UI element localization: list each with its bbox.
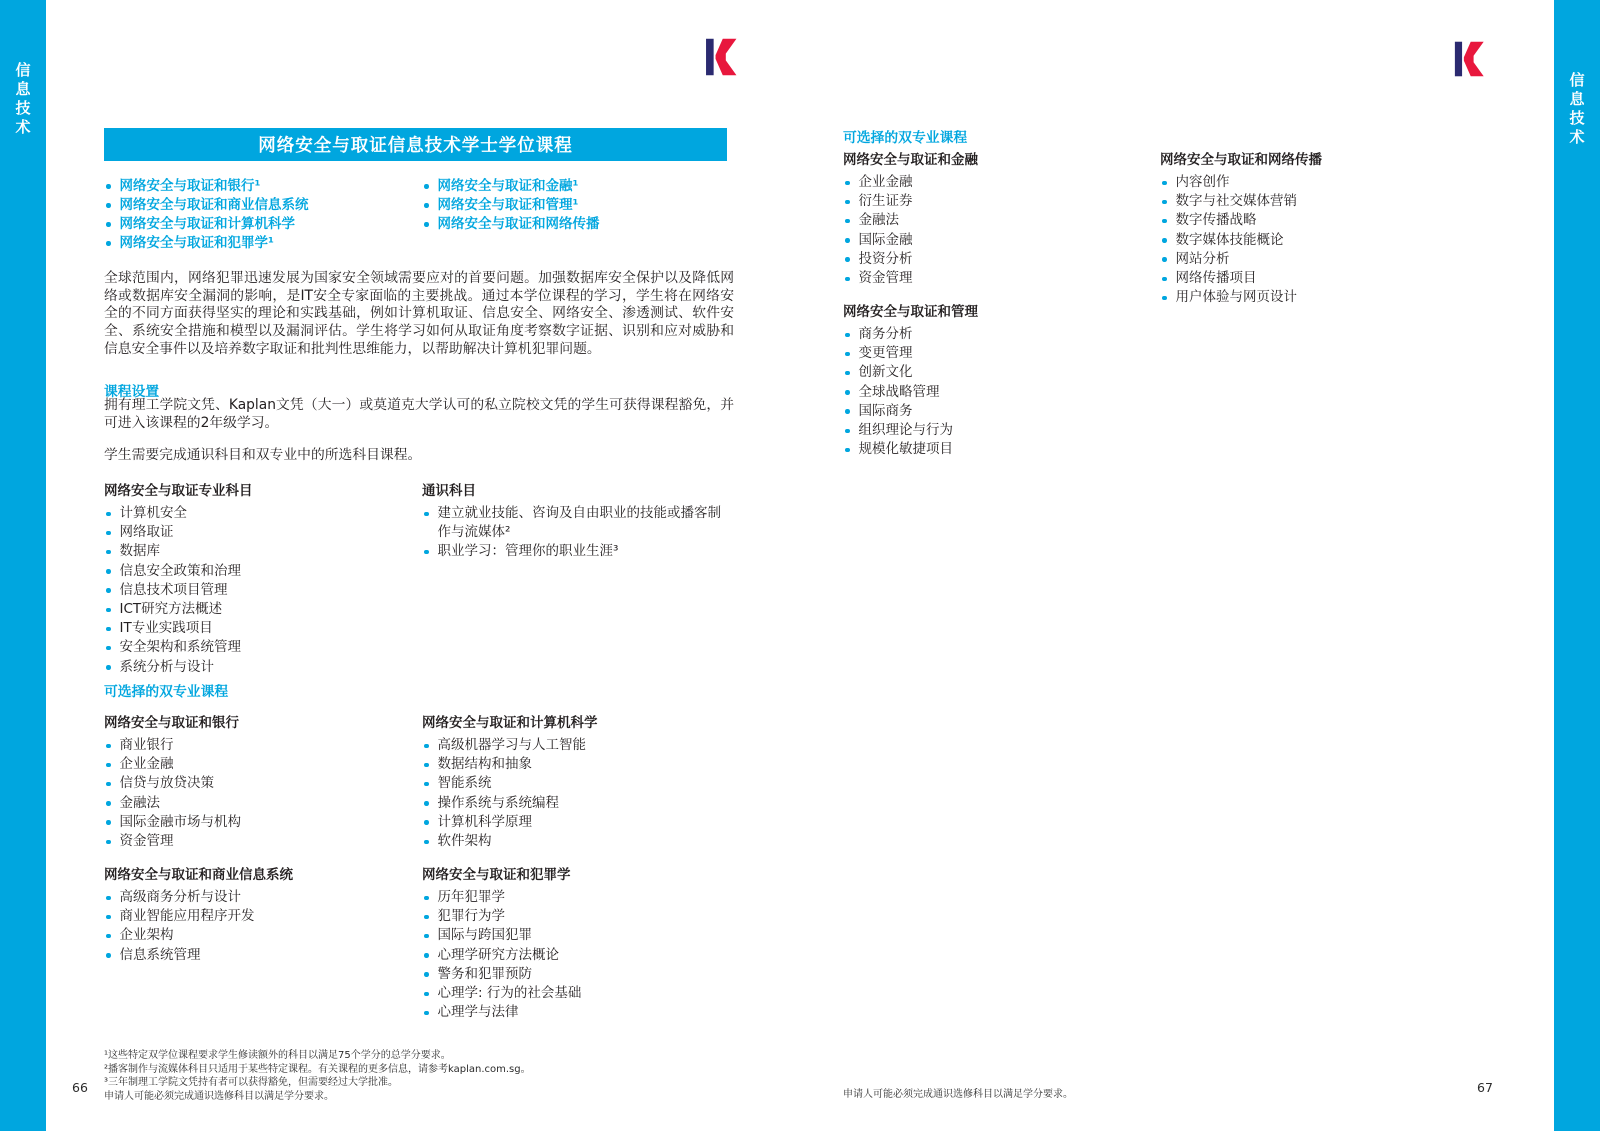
list-item-label: 操作系统与系统编程 xyxy=(437,794,559,811)
list-item-label: 系统分析与设计 xyxy=(119,658,214,675)
list-item xyxy=(422,215,727,234)
section-heading: 网络安全与取证和网络传播 xyxy=(1160,152,1322,168)
list-item-label: 心理学与法律 xyxy=(437,1004,519,1021)
webcomm-section xyxy=(1160,148,1490,307)
list-item-label: 网络安全与取证和商业信息系统 xyxy=(119,197,309,213)
list-item xyxy=(1160,250,1490,269)
list-item-label: 数据结构和抽象 xyxy=(437,756,532,773)
list-item xyxy=(104,832,422,851)
page-title-banner: 网络安全与取证信息技术学士学位课程 xyxy=(104,128,727,161)
list-item-label: 信息技术项目管理 xyxy=(119,581,228,598)
bullet-icon xyxy=(106,763,111,768)
list-item xyxy=(104,504,422,523)
list-item-label: 商业智能应用程序开发 xyxy=(119,908,255,925)
list-item xyxy=(104,774,422,793)
list-item xyxy=(422,813,734,832)
list-item xyxy=(104,658,422,677)
list-item-label: 衍生证券 xyxy=(858,193,913,210)
bullet-icon xyxy=(424,744,429,749)
bullet-icon xyxy=(106,241,111,246)
list-item xyxy=(104,888,422,907)
list-item-label: 企业金融 xyxy=(119,756,174,773)
list-item xyxy=(422,504,734,542)
list-item xyxy=(843,344,1160,363)
list-item xyxy=(422,907,734,926)
footnotes-block xyxy=(104,1049,744,1103)
finance-section xyxy=(843,148,1160,307)
list-item-label: 金融法 xyxy=(858,212,899,229)
list-item xyxy=(422,177,727,196)
bullet-icon xyxy=(1162,238,1167,243)
footnote-line: ²播客制作与流媒体科目只适用于某些特定课程。有关课程的更多信息，请参考kaplan.com.sg。 xyxy=(104,1063,531,1075)
section-heading: 网络安全与取证和管理 xyxy=(843,304,978,320)
bullet-icon xyxy=(845,238,850,243)
list-item xyxy=(104,946,422,965)
list-item-label: 职业学习：管理你的职业生涯³ xyxy=(437,543,619,560)
list-item xyxy=(104,736,422,755)
core-subjects-list xyxy=(104,504,422,677)
list-item-label: 网络安全与取证和网络传播 xyxy=(437,216,600,232)
general-subjects-section xyxy=(422,479,734,677)
list-item xyxy=(104,523,422,542)
list-item xyxy=(104,196,422,215)
list-item xyxy=(843,173,1160,192)
majors-grid-3 xyxy=(843,148,1490,307)
bullet-icon xyxy=(106,531,111,536)
bullet-icon xyxy=(1162,200,1167,205)
course-setup-paragraph: 拥有理工学院文凭、Kaplan文凭（大一）或莫道克大学认可的私立院校文凭的学生可获得课程豁免，并可进入该课程的2年级学习。 xyxy=(104,397,734,431)
list-item xyxy=(843,325,1160,344)
list-item-label: 全球战略管理 xyxy=(858,383,940,400)
list-item-label: 投资分析 xyxy=(858,250,913,267)
list-item-label: IT专业实践项目 xyxy=(119,620,213,637)
right-sidebar-rail xyxy=(1554,0,1600,1131)
list-item-label: 企业金融 xyxy=(858,174,913,190)
list-item-label: 商务分析 xyxy=(858,326,913,342)
bullet-icon xyxy=(1162,219,1167,224)
bullet-icon xyxy=(106,915,111,920)
bullet-icon xyxy=(106,512,111,517)
footnote-line: 申请人可能必须完成通识选修科目以满足学分要求。 xyxy=(104,1090,334,1102)
list-item-label: 网站分析 xyxy=(1175,250,1230,267)
list-item xyxy=(843,250,1160,269)
bullet-icon xyxy=(106,608,111,613)
list-item xyxy=(104,600,422,619)
bullet-icon xyxy=(106,222,111,227)
list-item-label: 内容创作 xyxy=(1175,174,1230,190)
bullet-icon xyxy=(1162,277,1167,282)
list-item-label: 网络安全与取证和金融¹ xyxy=(437,178,579,194)
list-item-label: 犯罪行为学 xyxy=(437,908,505,925)
bullet-icon xyxy=(106,550,111,555)
list-item xyxy=(422,196,727,215)
list-item-label: 信息安全政策和治理 xyxy=(119,562,241,579)
list-item xyxy=(422,1003,734,1022)
section-heading: 网络安全与取证和犯罪学 xyxy=(422,867,571,883)
list-item xyxy=(843,402,1160,421)
section-heading: 网络安全与取证和计算机科学 xyxy=(422,715,598,731)
bullet-icon xyxy=(106,801,111,806)
majors-grid-1 xyxy=(104,711,734,851)
list-item xyxy=(104,794,422,813)
list-item-label: 网络传播项目 xyxy=(1175,270,1257,287)
list-item xyxy=(422,984,734,1003)
list-item-label: 数字媒体技能概论 xyxy=(1175,231,1284,248)
list-item xyxy=(422,946,734,965)
list-item-label: 网络安全与取证和银行¹ xyxy=(119,178,261,194)
bullet-icon xyxy=(106,184,111,189)
optional-majors-heading-left: 可选择的双专业课程 xyxy=(104,684,229,700)
bullet-icon xyxy=(424,550,429,555)
finance-list xyxy=(843,173,1160,288)
list-item xyxy=(104,581,422,600)
bullet-icon xyxy=(106,665,111,670)
left-sidebar-rail xyxy=(0,0,46,1131)
bullet-icon xyxy=(424,840,429,845)
bullet-icon xyxy=(106,646,111,651)
section-heading: 通识科目 xyxy=(422,483,476,499)
list-item xyxy=(104,638,422,657)
bullet-icon xyxy=(106,896,111,901)
core-subjects-section xyxy=(104,479,422,677)
list-item xyxy=(1160,288,1490,307)
list-item-label: 网络安全与取证和管理¹ xyxy=(437,197,579,213)
list-item-label: 商业银行 xyxy=(119,737,174,753)
bullet-icon xyxy=(424,203,429,208)
program-list-col1 xyxy=(104,177,422,253)
list-item xyxy=(422,794,734,813)
list-item xyxy=(1160,211,1490,230)
optional-majors-heading-right: 可选择的双专业课程 xyxy=(843,130,968,146)
list-item xyxy=(843,211,1160,230)
list-item-label: 高级商务分析与设计 xyxy=(119,889,241,905)
list-item xyxy=(1160,192,1490,211)
list-item xyxy=(422,542,734,561)
list-item-label: 软件架构 xyxy=(437,833,492,850)
list-item-label: 心理学: 行为的社会基础 xyxy=(437,985,582,1002)
bullet-icon xyxy=(845,181,850,186)
bullet-icon xyxy=(424,801,429,806)
list-item xyxy=(422,888,734,907)
list-item-label: 历年犯罪学 xyxy=(437,889,505,905)
left-rail-label: 信息技术 xyxy=(13,62,32,138)
bullet-icon xyxy=(845,277,850,282)
list-item-label: ICT研究方法概述 xyxy=(119,601,223,618)
list-item xyxy=(422,926,734,945)
bis-list xyxy=(104,888,422,965)
list-item-label: 网络安全与取证和犯罪学¹ xyxy=(119,235,274,251)
bullet-icon xyxy=(845,352,850,357)
kaplan-logo-icon xyxy=(703,35,741,79)
kaplan-logo-icon xyxy=(1452,38,1488,80)
list-item-label: 信贷与放贷决策 xyxy=(119,775,214,792)
bullet-icon xyxy=(1162,181,1167,186)
list-item xyxy=(422,832,734,851)
bullet-icon xyxy=(424,953,429,958)
bullet-icon xyxy=(424,820,429,825)
list-item-label: 资金管理 xyxy=(858,270,913,287)
list-item-label: 规模化敏捷项目 xyxy=(858,441,953,458)
management-section xyxy=(843,300,1160,459)
list-item xyxy=(104,542,422,561)
list-item xyxy=(104,926,422,945)
bis-section xyxy=(104,863,422,1022)
bullet-icon xyxy=(845,409,850,414)
bullet-icon xyxy=(845,257,850,262)
intro-paragraph: 全球范围内，网络犯罪迅速发展为国家安全领域需要应对的首要问题。加强数据库安全保护以及降低网络或数据库安全漏洞的影响，是IT安全专家面临的主要挑战。通过本学位课程的学习，学生将在网络安全的不同方面获得坚实的理论和实践基础，例如计算机取证、信息安全、网络安全、渗透测试、软件安全、系统安全措施和模型以及漏洞评估。学生将学习如何从取证角度考察数字证据、识别和应对威胁和信息安全事件以及培养数字取证和批判性思维能力，以帮助解决计算机犯罪问题。 xyxy=(104,270,734,357)
list-item xyxy=(422,755,734,774)
list-item-label: 心理学研究方法概论 xyxy=(437,946,559,963)
bullet-icon xyxy=(106,588,111,593)
list-item xyxy=(104,755,422,774)
section-heading: 网络安全与取证和金融 xyxy=(843,152,978,168)
program-variant-lists xyxy=(104,177,727,253)
list-item xyxy=(422,774,734,793)
list-item xyxy=(843,269,1160,288)
subjects-grid xyxy=(104,479,734,677)
list-item-label: 网络安全与取证和计算机科学 xyxy=(119,216,295,232)
footnote-line: ¹这些特定双学位课程要求学生修读额外的科目以满足75个学分的总学分要求。 xyxy=(104,1050,451,1061)
list-item xyxy=(843,192,1160,211)
bullet-icon xyxy=(1162,296,1167,301)
bullet-icon xyxy=(424,934,429,939)
management-list xyxy=(843,325,1160,459)
compsci-list xyxy=(422,736,734,851)
program-list-col2 xyxy=(422,177,727,253)
list-item xyxy=(843,383,1160,402)
list-item-label: 警务和犯罪预防 xyxy=(437,965,532,982)
list-item xyxy=(104,907,422,926)
list-item-label: 高级机器学习与人工智能 xyxy=(437,737,586,753)
majors-grid-2 xyxy=(104,863,734,1022)
list-item xyxy=(843,363,1160,382)
list-item xyxy=(104,813,422,832)
bullet-icon xyxy=(424,782,429,787)
bullet-icon xyxy=(106,744,111,749)
bullet-icon xyxy=(106,627,111,632)
bullet-icon xyxy=(106,782,111,787)
bullet-icon xyxy=(424,915,429,920)
bullet-icon xyxy=(424,222,429,227)
bullet-icon xyxy=(424,763,429,768)
bullet-icon xyxy=(106,820,111,825)
bullet-icon xyxy=(106,953,111,958)
list-item-label: 安全架构和系统管理 xyxy=(119,639,241,656)
compsci-section xyxy=(422,711,734,851)
section-heading: 网络安全与取证专业科目 xyxy=(104,483,253,499)
list-item xyxy=(843,440,1160,459)
footer-note-right: 申请人可能必须完成通识选修科目以满足学分要求。 xyxy=(843,1089,1073,1100)
course-setup-heading: 课程设置 xyxy=(104,384,160,400)
list-item-label: 组织理论与行为 xyxy=(858,422,953,439)
list-item xyxy=(104,177,422,196)
list-item-label: 智能系统 xyxy=(437,775,492,792)
list-item xyxy=(1160,231,1490,250)
right-rail-label: 信息技术 xyxy=(1567,72,1586,148)
bullet-icon xyxy=(424,184,429,189)
list-item xyxy=(843,231,1160,250)
footnote-line: ³三年制理工学院文凭持有者可以获得豁免，但需要经过大学批准。 xyxy=(104,1077,399,1089)
list-item-label: 用户体验与网页设计 xyxy=(1175,289,1297,306)
bullet-icon xyxy=(845,448,850,453)
criminology-list xyxy=(422,888,734,1022)
bullet-icon xyxy=(845,333,850,338)
list-item-label: 信息系统管理 xyxy=(119,946,201,963)
bullet-icon xyxy=(1162,257,1167,262)
list-item xyxy=(104,562,422,581)
list-item-label: 国际与跨国犯罪 xyxy=(437,927,532,944)
list-item-label: 国际金融市场与机构 xyxy=(119,813,241,830)
bullet-icon xyxy=(424,512,429,517)
list-item xyxy=(104,215,422,234)
list-item-label: 金融法 xyxy=(119,794,160,811)
list-item-label: 国际金融 xyxy=(858,231,913,248)
bullet-icon xyxy=(845,219,850,224)
bullet-icon xyxy=(424,992,429,997)
list-item-label: 数据库 xyxy=(119,543,160,560)
bullet-icon xyxy=(106,203,111,208)
webcomm-list xyxy=(1160,173,1490,307)
page-number-right: 67 xyxy=(1477,1080,1493,1095)
requirement-line: 学生需要完成通识科目和双专业中的所选科目课程。 xyxy=(104,447,422,463)
list-item-label: 数字传播战略 xyxy=(1175,212,1257,229)
bullet-icon xyxy=(845,200,850,205)
list-item xyxy=(1160,173,1490,192)
list-item-label: 计算机科学原理 xyxy=(437,813,532,830)
criminology-section xyxy=(422,863,734,1022)
majors-grid-4 xyxy=(843,300,1160,459)
banking-section xyxy=(104,711,422,851)
list-item xyxy=(422,736,734,755)
bullet-icon xyxy=(106,569,111,574)
list-item-label: 建立就业技能、咨询及自由职业的技能或播客制作与流媒体² xyxy=(437,505,721,541)
list-item xyxy=(422,965,734,984)
bullet-icon xyxy=(424,1011,429,1016)
list-item-label: 国际商务 xyxy=(858,402,913,419)
list-item-label: 资金管理 xyxy=(119,833,174,850)
bullet-icon xyxy=(845,390,850,395)
bullet-icon xyxy=(424,896,429,901)
list-item xyxy=(1160,269,1490,288)
list-item-label: 变更管理 xyxy=(858,345,913,362)
section-heading: 网络安全与取证和商业信息系统 xyxy=(104,867,293,883)
bullet-icon xyxy=(845,371,850,376)
list-item-label: 创新文化 xyxy=(858,364,913,381)
bullet-icon xyxy=(845,429,850,434)
list-item-label: 网络取证 xyxy=(119,524,174,541)
list-item xyxy=(104,619,422,638)
section-heading: 网络安全与取证和银行 xyxy=(104,715,239,731)
list-item xyxy=(104,234,422,253)
bullet-icon xyxy=(106,934,111,939)
bullet-icon xyxy=(424,972,429,977)
list-item-label: 数字与社交媒体营销 xyxy=(1175,193,1297,210)
general-subjects-list xyxy=(422,504,734,562)
list-item-label: 计算机安全 xyxy=(119,505,187,521)
list-item xyxy=(843,421,1160,440)
bullet-icon xyxy=(106,840,111,845)
page-number-left: 66 xyxy=(72,1080,88,1095)
banking-list xyxy=(104,736,422,851)
list-item-label: 企业架构 xyxy=(119,927,174,944)
